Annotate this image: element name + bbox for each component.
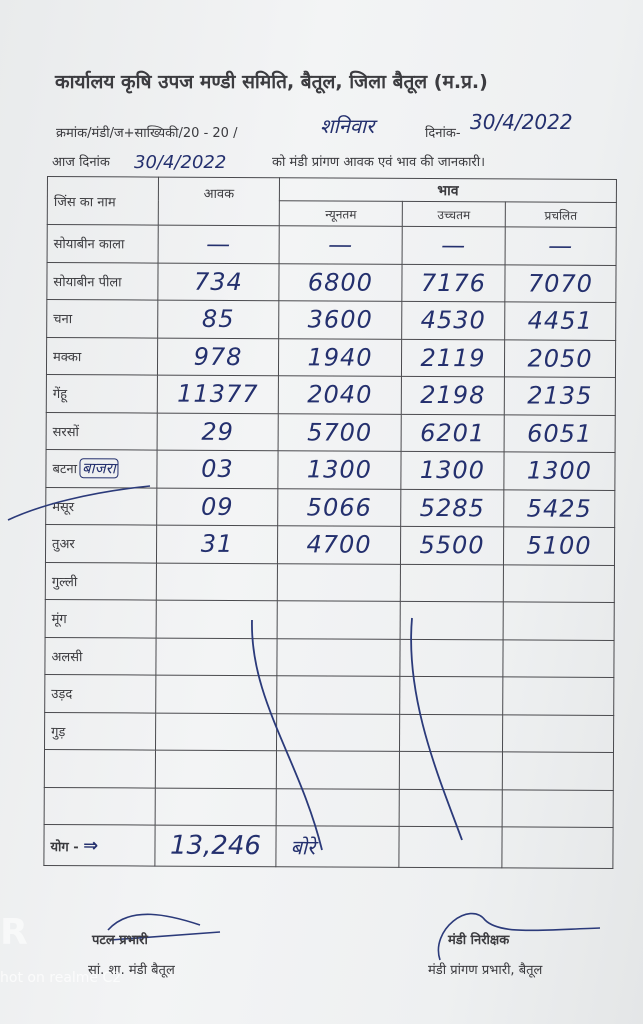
max-price-cell (400, 676, 503, 714)
prevailing-price-cell (502, 714, 613, 752)
handwritten-intro-date: 30/4/2022 (134, 152, 227, 173)
arrival-cell: 03 (157, 450, 278, 488)
prevailing-price-cell: 5100 (503, 527, 614, 565)
prevailing-price-cell: 5425 (504, 489, 615, 527)
arrival-cell: 734 (158, 263, 279, 301)
handwritten-day: शनिवार (320, 114, 375, 138)
prevailing-price-cell: 2135 (504, 377, 615, 415)
commodity-name: सोयाबीन पीला (53, 274, 122, 291)
min-price-cell: 4700 (277, 526, 400, 564)
commodity-name: तुअर (52, 537, 75, 553)
total-label: योग - (50, 839, 79, 855)
prevailing-price-cell (503, 639, 614, 677)
min-price-cell: 6800 (279, 263, 402, 301)
table-row (46, 412, 615, 452)
arrival-cell: 09 (157, 488, 278, 526)
prevailing-price-cell (503, 564, 614, 602)
max-price-cell (400, 639, 503, 677)
max-price-cell: 2198 (401, 376, 504, 414)
commodity-name-cell (44, 712, 155, 750)
prevailing-price-cell: 4451 (505, 302, 616, 340)
total-row (44, 824, 613, 868)
commodity-name-handwritten: बाजरा (79, 458, 119, 478)
table-row (47, 300, 616, 340)
prevailing-price-cell (503, 602, 614, 640)
commodity-name: सोयाबीन काला (53, 237, 125, 253)
max-price-cell (400, 601, 503, 639)
max-price-cell: — (402, 226, 505, 264)
camera-logo-icon: R (0, 912, 28, 953)
table-row (47, 262, 616, 302)
prevailing-price-cell (502, 789, 613, 827)
max-price-cell (400, 564, 503, 602)
arrival-cell (156, 600, 277, 638)
prevailing-price-cell: 7070 (505, 264, 616, 302)
commodity-name-cell (46, 487, 157, 525)
commodity-name: गेंहू (52, 387, 68, 403)
commodity-name-cell (45, 599, 156, 637)
min-price-cell: 1940 (278, 338, 401, 376)
total-unit: बोरे (276, 826, 399, 868)
min-price-cell (277, 563, 400, 601)
table-body (44, 225, 616, 828)
prevailing-price-cell: 1300 (504, 452, 615, 490)
commodity-name-cell (46, 412, 157, 450)
arrival-cell (155, 750, 276, 788)
commodity-name: उड़द (51, 687, 73, 703)
right-signatory-title: मंडी निरीक्षक (448, 933, 510, 948)
left-signatory-subtitle: सां. शा. मंडी बैतूल (88, 963, 175, 978)
arrival-cell (155, 713, 276, 751)
arrival-cell: — (158, 225, 279, 263)
arrival-cell: 11377 (157, 375, 278, 413)
camera-watermark: hot on realme C2 (0, 970, 122, 986)
min-price-cell: 1300 (278, 451, 401, 489)
commodity-name-cell (46, 449, 157, 487)
header-prevailing-price: प्रचलित (505, 202, 616, 228)
min-price-cell (276, 713, 399, 751)
arrival-cell (156, 675, 277, 713)
max-price-cell (399, 714, 502, 752)
table-row (46, 374, 615, 414)
min-price-cell (277, 638, 400, 676)
header-price: भाव (279, 178, 616, 203)
left-signatory-title: पटल प्रभारी (92, 933, 148, 948)
max-price-cell (399, 751, 502, 789)
office-title: कार्यालय कृषि उपज मण्डी समिति, बैतूल, जिला बैतूल (म.प्र.) (55, 71, 488, 93)
max-price-cell: 7176 (402, 264, 505, 302)
arrival-cell (155, 788, 276, 826)
min-price-cell: 5066 (278, 488, 401, 526)
table-row (45, 599, 614, 639)
table-row (44, 749, 613, 789)
table-row (46, 337, 615, 377)
commodity-name-cell (47, 262, 158, 300)
commodity-name-cell (45, 524, 156, 562)
max-price-cell: 1300 (401, 451, 504, 489)
commodity-name-cell (46, 337, 157, 375)
commodity-name: मसूर (52, 499, 75, 515)
min-price-cell: 5700 (278, 413, 401, 451)
commodity-name-cell (45, 674, 156, 712)
arrival-price-table (43, 176, 617, 869)
commodity-name-cell (44, 749, 155, 787)
total-empty-cell (399, 826, 502, 868)
total-label-cell (44, 824, 155, 866)
commodity-name-cell (45, 637, 156, 675)
table-row (44, 712, 613, 752)
table-row (46, 487, 615, 527)
commodity-name: चना (53, 312, 73, 328)
commodity-name: सरसों (52, 424, 79, 440)
header-commodity: जिंस का नाम (47, 177, 158, 226)
arrival-cell: 978 (157, 338, 278, 376)
min-price-cell: 2040 (278, 376, 401, 414)
max-price-cell (399, 789, 502, 827)
commodity-name-cell (47, 225, 158, 263)
prevailing-price-cell (503, 677, 614, 715)
table-row (47, 225, 616, 265)
commodity-name: अलसी (51, 649, 83, 665)
max-price-cell: 2119 (401, 339, 504, 377)
total-arrival-value: 13,246 (155, 825, 276, 867)
max-price-cell: 4530 (402, 301, 505, 339)
reference-number-line: क्रमांक/मंडी/ज+साख्यिकी/20 - 20 / (56, 126, 238, 141)
commodity-name-cell (46, 374, 157, 412)
commodity-name: गुड़ (51, 724, 66, 740)
header-arrival: आवक (158, 177, 279, 226)
commodity-name: गुल्ली (51, 574, 78, 590)
prevailing-price-cell: 2050 (504, 339, 615, 377)
prevailing-price-cell: 6051 (504, 414, 615, 452)
header-min-price: न्यूनतम (279, 201, 402, 227)
min-price-cell (277, 676, 400, 714)
commodity-name-cell (47, 300, 158, 338)
arrival-cell: 29 (157, 413, 278, 451)
table-row (44, 787, 613, 827)
total-arrow: ⇒ (83, 834, 99, 856)
max-price-cell: 6201 (401, 414, 504, 452)
prevailing-price-cell (502, 752, 613, 790)
table-row (45, 637, 614, 677)
min-price-cell (277, 601, 400, 639)
table-row (45, 524, 614, 564)
commodity-name: मक्का (53, 349, 82, 365)
arrival-cell (156, 563, 277, 601)
table-row (45, 674, 614, 714)
intro-prefix: आज दिनांक (52, 155, 110, 170)
min-price-cell (276, 751, 399, 789)
right-signatory-subtitle: मंडी प्रांगण प्रभारी, बैतूल (428, 963, 543, 978)
commodity-name-cell (44, 787, 155, 825)
header-max-price: उच्चतम (402, 201, 505, 227)
max-price-cell: 5500 (400, 526, 503, 564)
handwritten-date: 30/4/2022 (470, 110, 573, 134)
arrival-cell: 85 (158, 300, 279, 338)
prevailing-price-cell: — (505, 227, 616, 265)
table-row (46, 449, 615, 489)
max-price-cell: 5285 (401, 489, 504, 527)
min-price-cell: — (279, 226, 402, 264)
total-empty-cell (502, 827, 613, 869)
intro-suffix: को मंडी प्रांगण आवक एवं भाव की जानकारी। (272, 155, 486, 170)
commodity-name-cell (45, 562, 156, 600)
min-price-cell: 3600 (279, 301, 402, 339)
date-label: दिनांक- (425, 126, 461, 141)
min-price-cell (276, 788, 399, 826)
commodity-name: मूंग (51, 612, 67, 628)
arrival-cell: 31 (156, 525, 277, 563)
arrival-cell (156, 638, 277, 676)
commodity-name: बटना (52, 462, 78, 478)
table-row (45, 562, 614, 602)
